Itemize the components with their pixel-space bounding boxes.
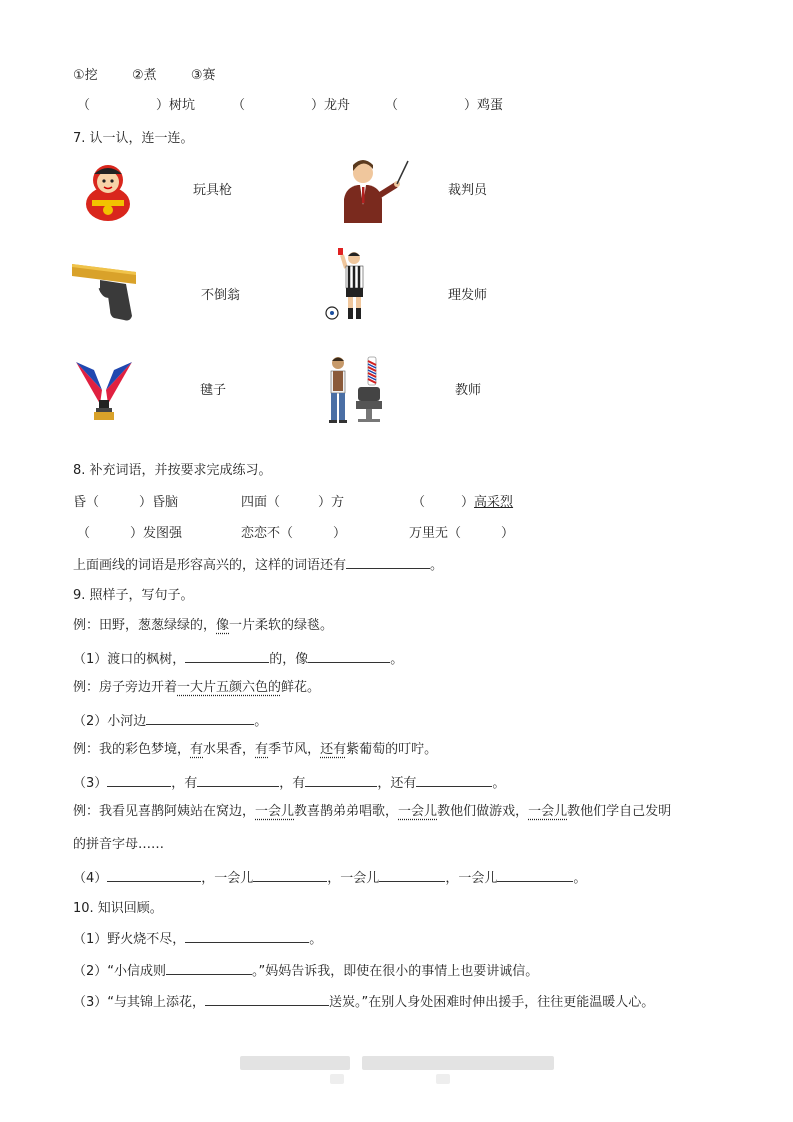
word-toy-gun[interactable]: 玩具枪 (193, 183, 233, 198)
text: ） (333, 526, 347, 541)
blank-word: 树坑 (169, 98, 196, 113)
q8-item-1[interactable] (73, 494, 178, 512)
dotted-word: 有 (255, 742, 269, 757)
text: 鲜花。 (281, 680, 321, 695)
text: 送炭。”在别人身处困难时伸出援手，往往更能温暖人心。 (329, 995, 655, 1010)
text: ，一会儿 (445, 871, 498, 886)
shuttlecock-icon (72, 360, 136, 424)
text: ）昏脑 (139, 495, 179, 510)
open-paren: （ (77, 98, 91, 113)
answer-blank[interactable] (379, 869, 445, 882)
text: 。 (390, 652, 404, 667)
text: ） (501, 526, 515, 541)
q10-sentence-1 (73, 930, 322, 949)
underlined-word: 高采烈 (474, 495, 514, 510)
text: （1）渡口的枫树， (73, 652, 186, 667)
text: ）发图强 (130, 526, 183, 541)
text: 四面（ (241, 495, 281, 510)
text: 季节风， (268, 742, 321, 757)
text: （4） (73, 871, 108, 886)
text: 水果香， (203, 742, 256, 757)
toy-gun-icon (70, 258, 140, 324)
q9-example-3 (73, 741, 437, 759)
text: 。 (309, 932, 323, 947)
blurred-footer-mark (436, 1074, 450, 1084)
q9-example-1 (73, 617, 333, 635)
q6-options (73, 67, 216, 85)
text: （1）野火烧不尽， (73, 932, 186, 947)
blank-word: 鸡蛋 (477, 98, 504, 113)
dotted-word: 一会儿 (398, 804, 438, 819)
q9-example-4-line2: 的拼音字母…… (73, 837, 165, 852)
text: ）方 (318, 495, 345, 510)
answer-blank[interactable] (107, 869, 201, 882)
text: ，一会儿 (327, 871, 380, 886)
blurred-footer-mark (330, 1074, 344, 1084)
answer-blank[interactable] (416, 774, 492, 787)
text: ） (461, 495, 475, 510)
q7-title: 7. 认一认，连一连。 (73, 131, 194, 146)
teacher-icon (336, 155, 410, 223)
answer-blank[interactable] (253, 869, 327, 882)
answer-blank[interactable] (308, 650, 390, 663)
q9-sentence-2 (73, 712, 267, 731)
q6-blank-3[interactable] (385, 97, 503, 115)
word-teacher[interactable]: 教师 (455, 383, 482, 398)
word-referee[interactable]: 裁判员 (448, 183, 488, 198)
q9-example-2 (73, 679, 320, 697)
q9-title: 9. 照样子，写句子。 (73, 588, 194, 603)
text: （3） (73, 776, 108, 791)
text: （ (77, 526, 91, 541)
text: 例：我看见喜鹊阿姨站在窝边， (73, 804, 256, 819)
barber-icon (318, 353, 386, 425)
word-barber[interactable]: 理发师 (448, 288, 488, 303)
answer-blank[interactable] (197, 774, 279, 787)
close-paren: ） (156, 98, 170, 113)
open-paren: （ (385, 98, 399, 113)
option-2: ②煮 (131, 68, 157, 83)
q8-title: 8. 补充词语，并按要求完成练习。 (73, 463, 272, 478)
text: 紫葡萄的叮咛。 (346, 742, 438, 757)
text: 例：田野，葱葱绿绿的， (73, 618, 217, 633)
text: 上面画线的词语是形容高兴的，这样的词语还有 (73, 558, 347, 573)
dotted-word: 一会儿 (255, 804, 295, 819)
text: ，还有 (377, 776, 417, 791)
text: 昏（ (73, 495, 100, 510)
text: （ (412, 495, 426, 510)
answer-blank[interactable] (166, 962, 252, 975)
option-1: ①挖 (73, 68, 98, 83)
q8-item-2[interactable] (241, 494, 344, 512)
text: 。 (254, 714, 268, 729)
q8-item-3[interactable] (412, 494, 513, 512)
tumbler-doll-icon (80, 160, 136, 222)
dotted-word: 有 (190, 742, 204, 757)
q9-sentence-4 (73, 869, 586, 888)
blank-word: 龙舟 (324, 98, 351, 113)
q9-sentence-3 (73, 774, 505, 793)
close-paren: ） (311, 98, 325, 113)
dotted-word: 一大片五颜六色的 (177, 680, 282, 695)
dotted-word: 像 (216, 618, 230, 633)
answer-blank[interactable] (146, 712, 254, 725)
q9-sentence-1 (73, 650, 403, 669)
q8-item-5[interactable] (241, 525, 346, 543)
open-paren: （ (232, 98, 246, 113)
text: （2）“小信成则 (73, 964, 167, 979)
text: ，有 (171, 776, 198, 791)
close-paren: ） (464, 98, 478, 113)
answer-blank[interactable] (346, 556, 430, 569)
q6-blank-2[interactable] (232, 97, 350, 115)
q9-example-4-line1 (73, 803, 671, 821)
text: ，有 (279, 776, 306, 791)
text: 例：我的彩色梦境， (73, 742, 191, 757)
text: ，一会儿 (201, 871, 254, 886)
word-shuttlecock[interactable]: 毽子 (200, 383, 227, 398)
text: 例：房子旁边开着 (73, 680, 178, 695)
q8-item-4[interactable] (77, 525, 182, 543)
text: 一片柔软的绿毯。 (229, 618, 334, 633)
text: 。 (492, 776, 506, 791)
text: （2）小河边 (73, 714, 147, 729)
q10-sentence-3 (73, 993, 654, 1012)
q8-question (73, 556, 443, 575)
text: 。 (430, 558, 444, 573)
text: 教他们学自己发明 (567, 804, 672, 819)
text: 的，像 (269, 652, 309, 667)
q10-sentence-2 (73, 962, 538, 981)
text: 。”妈妈告诉我，即使在很小的事情上也要讲诚信。 (252, 964, 539, 979)
text: 万里无（ (409, 526, 462, 541)
word-tumbler[interactable]: 不倒翁 (201, 288, 241, 303)
dotted-word: 还有 (320, 742, 347, 757)
text: 恋恋不（ (241, 526, 294, 541)
blurred-footer-left (240, 1056, 350, 1070)
option-3: ③赛 (190, 68, 216, 83)
text: 教喜鹊弟弟唱歌， (294, 804, 399, 819)
text: （3）“与其锦上添花， (73, 995, 206, 1010)
dotted-word: 一会儿 (528, 804, 568, 819)
answer-blank[interactable] (185, 650, 269, 663)
text: 教他们做游戏， (437, 804, 529, 819)
answer-blank[interactable] (185, 930, 309, 943)
q8-item-6[interactable] (409, 525, 514, 543)
answer-blank[interactable] (205, 993, 329, 1006)
blurred-footer-right (362, 1056, 554, 1070)
q6-blank-1[interactable] (77, 97, 195, 115)
referee-icon (322, 246, 382, 326)
answer-blank[interactable] (497, 869, 573, 882)
q10-title: 10. 知识回顾。 (73, 901, 163, 916)
text: 。 (573, 871, 587, 886)
answer-blank[interactable] (107, 774, 171, 787)
answer-blank[interactable] (305, 774, 377, 787)
